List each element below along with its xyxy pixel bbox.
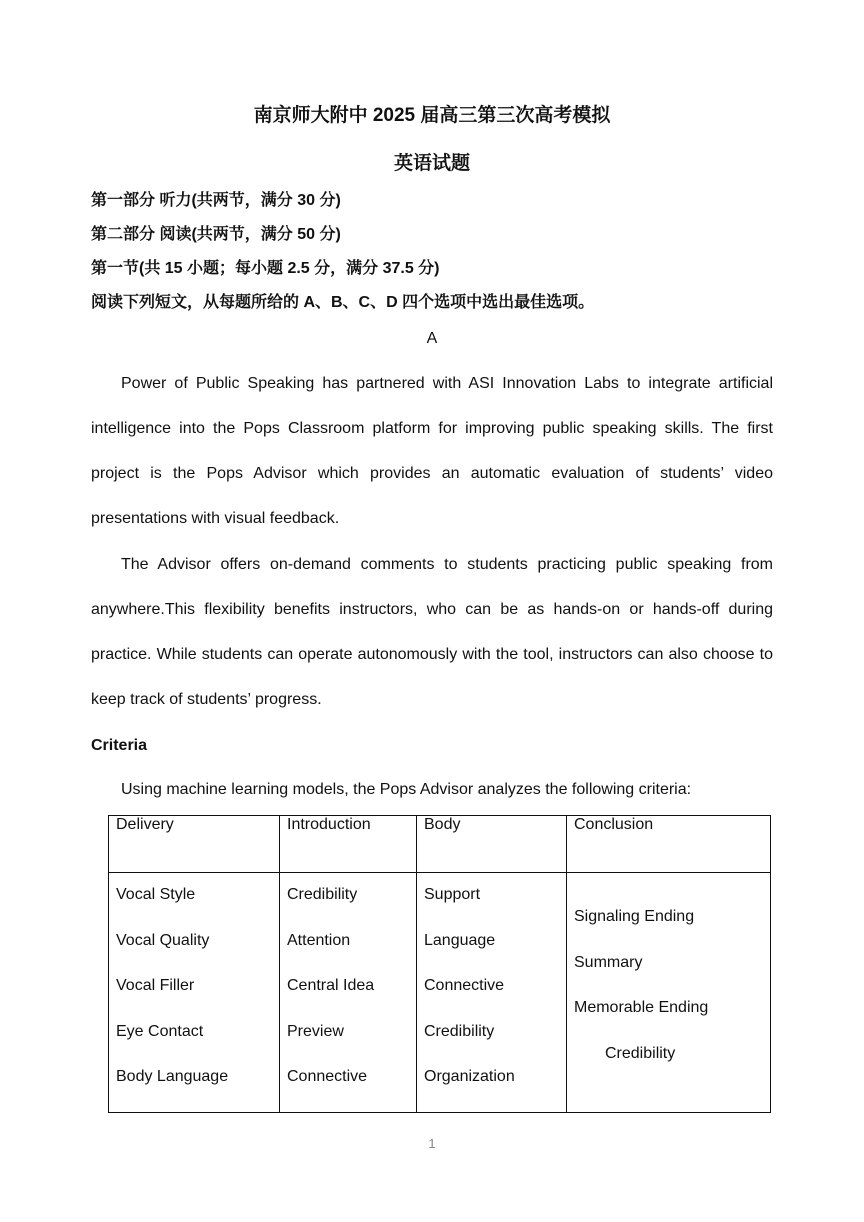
list-item: Signaling Ending bbox=[574, 908, 695, 925]
list-item: Attention bbox=[287, 931, 351, 949]
header-body: Body bbox=[417, 816, 567, 873]
table-body-row bbox=[109, 873, 771, 1113]
reading-instruction: 阅读下列短文，从每题所给的 A、B、C、D 四个选项中选出最佳选项。 bbox=[91, 294, 595, 311]
header-conclusion: Conclusion bbox=[567, 816, 771, 873]
list-item: Central Idea bbox=[287, 977, 375, 994]
list-item: Credibility bbox=[424, 1022, 495, 1040]
list-item: Credibility bbox=[605, 1044, 676, 1062]
conclusion-cell bbox=[567, 873, 771, 1113]
passage-label: A bbox=[426, 330, 438, 347]
list-item: Vocal Style bbox=[116, 886, 196, 903]
page-number: 1 bbox=[428, 1136, 436, 1151]
list-item: Memorable Ending bbox=[574, 999, 709, 1016]
part-one-heading: 第一部分 听力(共两节，满分 30 分) bbox=[91, 192, 341, 209]
table-header-row bbox=[109, 816, 771, 873]
exam-title: 南京师大附中 2025 届高三第三次高考模拟 bbox=[253, 105, 611, 126]
list-item: Summary bbox=[574, 953, 643, 971]
criteria-intro: Using machine learning models, the Pops Advisor analyzes the following criteria: bbox=[121, 781, 692, 798]
list-item: Connective bbox=[424, 977, 505, 994]
list-item: Organization bbox=[424, 1068, 515, 1085]
list-item: Body Language bbox=[116, 1068, 229, 1085]
list-item: Connective bbox=[287, 1068, 368, 1085]
passage-paragraph-1: Power of Public Speaking has partnered with ASI Innovation Labs to integrate artificial intelligence into the Pops Classroom platform for improving public speaking skills. The first project is the Pops Advisor which provides an automatic evaluation of students’ video presentations with visual feedback. bbox=[91, 375, 773, 527]
introduction-cell bbox=[280, 873, 417, 1113]
header-introduction: Introduction bbox=[280, 816, 417, 873]
list-item: Vocal Filler bbox=[116, 977, 195, 994]
list-item: Vocal Quality bbox=[116, 931, 210, 949]
list-item: Preview bbox=[287, 1022, 344, 1040]
exam-subtitle: 英语试题 bbox=[393, 153, 470, 174]
list-item: Support bbox=[424, 886, 481, 903]
criteria-table bbox=[108, 815, 771, 1113]
list-item: Credibility bbox=[287, 886, 358, 903]
criteria-heading: Criteria bbox=[91, 737, 148, 754]
passage-paragraph-2: The Advisor offers on-demand comments to students practicing public speaking from anywhere.This flexibility benefits instructors, who can be as hands-on or hands-off during practice. While students can operate autonomously with the tool, instructors can also choose to keep track of students’ progress. bbox=[91, 556, 773, 708]
part-two-heading: 第二部分 阅读(共两节，满分 50 分) bbox=[91, 226, 341, 243]
section-one-heading: 第一节(共 15 小题；每小题 2.5 分，满分 37.5 分) bbox=[91, 260, 440, 277]
header-delivery: Delivery bbox=[109, 816, 280, 873]
delivery-cell bbox=[109, 873, 280, 1113]
list-item: Language bbox=[424, 931, 496, 949]
body-cell bbox=[417, 873, 567, 1113]
list-item: Eye Contact bbox=[116, 1022, 204, 1040]
